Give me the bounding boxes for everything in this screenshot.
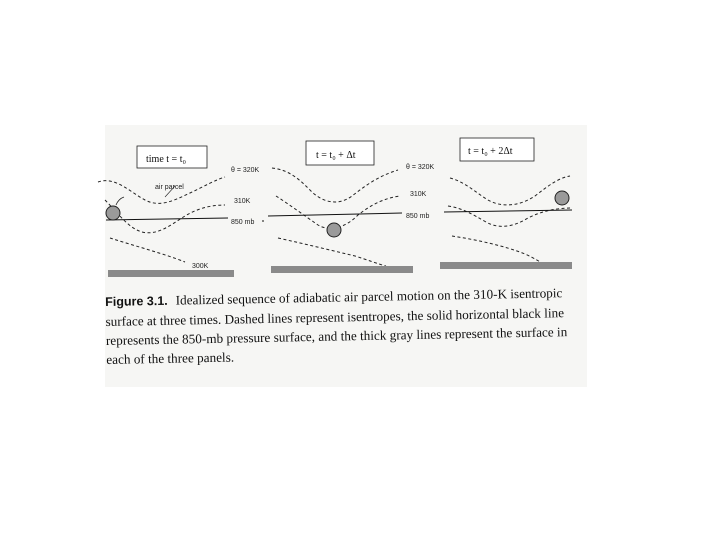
panel-1: [98, 146, 265, 277]
panel-1-air-parcel: [106, 206, 120, 220]
panel-3-pressure-line: [444, 210, 572, 212]
panel-2-isentrope-lower: [278, 238, 386, 266]
panel-2-pressure-line: [268, 213, 402, 216]
panel-2-air-parcel: [327, 223, 341, 237]
panel-2: [268, 141, 435, 273]
panel-3-isentrope-310k: [448, 206, 572, 226]
panel-1-isentrope-310k: [105, 200, 225, 233]
panel-1-pressure-line: [106, 218, 228, 220]
panel-1-ground: [108, 270, 234, 277]
panel-2-theta-label: θ = 320K: [406, 164, 435, 171]
panel-1-parcel-label: air parcel: [155, 184, 184, 191]
panel-3-isentrope-lower: [452, 236, 544, 264]
panel-3-ground: [440, 262, 572, 269]
panel-1-surface-label: 300K: [192, 263, 209, 270]
panel-2-pressure-label: 850 mb: [406, 213, 430, 220]
figure-caption: [105, 283, 584, 369]
panel-1-pressure-label: 850 mb: [231, 219, 255, 226]
panel-1-isentrope-lower: [110, 238, 185, 262]
panel-1-isentrope-label: 310K: [234, 198, 251, 205]
panel-3-time-label: t = t₀ + 2Δt: [468, 146, 513, 157]
panel-2-isentrope-320k: [272, 168, 398, 202]
panel-3-air-parcel: [555, 191, 569, 205]
figure-number: Figure 3.1.: [105, 293, 168, 309]
panel-3: [440, 138, 572, 269]
panel-3-isentrope-320k: [450, 176, 570, 205]
panel-2-time-label: t = t₀ + Δt: [316, 150, 356, 161]
panel-1-time-label: time t = t₀: [146, 154, 186, 165]
panel-1-parcel-arrow: [116, 197, 124, 205]
panel-2-isentrope-label: 310K: [410, 191, 427, 198]
caption-text: Idealized sequence of adiabatic air parcel motion on the 310-K isentropic surface at three times. Dashed lines represent isentropes, the solid horizontal black line represents the 850-mb pressure surface, and the thick gray lines represent the surface in each of the three panels.: [105, 285, 568, 367]
panel-1-theta-label: θ = 320K: [231, 167, 260, 174]
panel-2-isentrope-310k: [276, 196, 400, 228]
panel-2-ground: [271, 266, 413, 273]
